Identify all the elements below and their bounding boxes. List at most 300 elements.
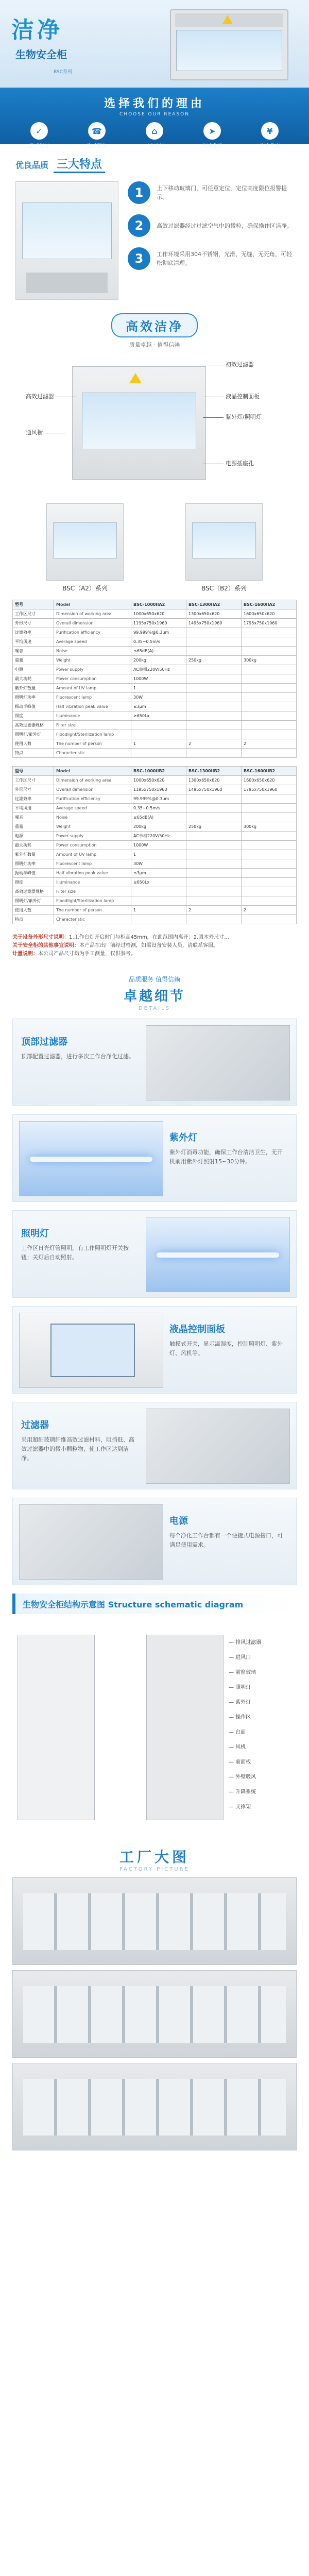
row-label-en: Power consumption	[54, 841, 131, 850]
table-cell: 30W	[131, 859, 186, 869]
table-cell: ≤3μm	[131, 702, 186, 711]
table-row	[13, 804, 297, 813]
table-row	[13, 794, 297, 804]
row-label-en: Dimension of working area	[54, 776, 131, 785]
table-cell	[186, 915, 242, 924]
row-label-zh: 过滤效率	[13, 794, 54, 804]
structure-label: — 台面	[229, 1730, 246, 1735]
details-title: 卓越细节	[123, 989, 185, 1004]
table-cell: 250kg	[186, 822, 242, 832]
table-cell	[186, 674, 242, 684]
table-cell: 1600x650x620	[242, 609, 297, 619]
details-list	[0, 1019, 309, 1585]
table-cell	[242, 647, 297, 656]
table-cell: 1	[131, 739, 186, 749]
row-label-en: Purification efficiency	[54, 794, 131, 804]
reason-label: 售后服务	[87, 144, 107, 149]
table-cell: 1195x750x1960	[131, 785, 186, 794]
row-label-zh: 最大功耗	[13, 674, 54, 684]
factory-icon: ⌂	[146, 122, 163, 140]
reason-item	[189, 122, 235, 149]
table-cell: ≤3μm	[131, 869, 186, 878]
detail-text: 触摸式开关，显示温湿度，控制照明灯、紫外灯、风机等。	[169, 1341, 283, 1357]
feature-item	[128, 181, 294, 204]
hero-title: 洁净	[11, 17, 63, 43]
structure-label: — 排风过滤器	[229, 1640, 262, 1646]
row-label-zh: 高效过滤器规格	[13, 721, 54, 730]
table-cell: 250kg	[186, 656, 242, 665]
table-cell	[186, 721, 242, 730]
callout: 紫外灯/照明灯	[201, 413, 262, 421]
row-label-zh: 型号	[13, 600, 54, 609]
reason-label: 品质保证	[29, 144, 49, 149]
table-cell: 300kg	[242, 822, 297, 832]
structure-label: — 升降系统	[229, 1789, 256, 1795]
detail-text: 采用超细玻璃纤维高效过滤材料，阻挡低、高效过滤器中的微小颗粒物，使工作区达到洁净。	[21, 1436, 134, 1462]
detail-title: 紫外灯	[169, 1132, 197, 1143]
row-label-zh: 过滤效率	[13, 628, 54, 637]
table-row	[13, 878, 297, 887]
detail-text: 顶部配置过滤器，进行多次工作台净化过滤。	[21, 1053, 134, 1060]
table-cell: 2	[186, 739, 242, 749]
cabinet-front-view	[18, 1635, 95, 1820]
table-row	[13, 739, 297, 749]
models-section	[0, 498, 309, 596]
table-cell: BSC-1000IIB2	[131, 767, 186, 776]
row-label-en: Characteristic	[54, 749, 131, 758]
row-label-zh: 特点	[13, 749, 54, 758]
model-card	[46, 503, 124, 592]
row-label-en: Noise	[54, 813, 131, 822]
table-cell	[242, 684, 297, 693]
table-cell	[186, 841, 242, 850]
details-small: 品质服务 值得信赖	[129, 976, 180, 983]
table-cell	[242, 841, 297, 850]
reason-item	[16, 122, 62, 149]
details-en: DETAILS	[138, 1006, 171, 1011]
cabinet-image	[170, 9, 288, 80]
reason-banner	[0, 88, 309, 149]
row-label-en: Model	[54, 767, 131, 776]
table-cell	[186, 693, 242, 702]
reason-title: 选择我们的理由	[104, 97, 205, 110]
structure-label: — 外壁吸风	[229, 1774, 256, 1780]
row-label-zh: 工作区尺寸	[13, 776, 54, 785]
table-cell: 2	[242, 906, 297, 915]
features-heading	[15, 156, 294, 173]
table-row	[13, 749, 297, 758]
model-card	[185, 503, 263, 592]
table-cell: 1	[131, 684, 186, 693]
table-cell	[186, 749, 242, 758]
row-label-zh: 高效过滤器规格	[13, 887, 54, 896]
table-cell	[242, 887, 297, 896]
table-row	[13, 767, 297, 776]
spec-table-1	[0, 596, 309, 762]
detail-photo	[19, 1504, 163, 1580]
spec-table-2	[0, 762, 309, 928]
table-cell	[186, 850, 242, 859]
reason-label: 快速发货	[202, 144, 222, 149]
table-cell: 1000x650x620	[131, 776, 186, 785]
hero-banner	[0, 0, 309, 88]
feature-text: 工作环境采用304不锈钢，光滑、无缝、无死角，可轻松彻底清理。	[157, 251, 292, 266]
row-label-zh: 型号	[13, 767, 54, 776]
table-cell	[131, 896, 186, 906]
row-label-en: Average speed	[54, 804, 131, 813]
detail-photo	[146, 1217, 290, 1292]
reason-label: 厂家直销	[144, 144, 165, 149]
structure-label: — 操作区	[229, 1715, 251, 1720]
table-cell	[242, 674, 297, 684]
table-cell: 1	[131, 906, 186, 915]
table-cell: BSC-1600IIA2	[242, 600, 297, 609]
row-label-zh: 振动半峰值	[13, 702, 54, 711]
table-cell	[242, 628, 297, 637]
reason-icons	[10, 122, 299, 149]
row-label-en: Amount of UV lamp	[54, 684, 131, 693]
factory-header	[0, 1836, 309, 1877]
table-cell: 1000W	[131, 841, 186, 850]
table-cell: BSC-1000IIA2	[131, 600, 186, 609]
detail-photo	[146, 1025, 290, 1100]
table-cell	[242, 749, 297, 758]
row-label-zh: 外形尺寸	[13, 785, 54, 794]
row-label-zh: 噪音	[13, 813, 54, 822]
table-cell	[186, 859, 242, 869]
table-row	[13, 841, 297, 850]
table-cell: 1195x750x1960	[131, 619, 186, 628]
row-label-en: Power supply	[54, 665, 131, 674]
table-row	[13, 822, 297, 832]
feature-item	[128, 247, 294, 270]
table-cell	[186, 813, 242, 822]
table-row	[13, 813, 297, 822]
table-row	[13, 850, 297, 859]
row-label-zh: 使用人数	[13, 906, 54, 915]
detail-title: 过滤器	[21, 1420, 49, 1431]
table-cell: ≥650Lx	[131, 711, 186, 721]
callout: 电源插座孔	[201, 459, 254, 467]
factory-photo	[12, 1877, 297, 1965]
table-cell	[242, 693, 297, 702]
table-cell: 1495x750x1960	[186, 619, 242, 628]
notes: 关于设备外形尺寸说明：1.工作台灯开启时门与柜高45mm，在此范围内离开；2.圆木外尺寸... 关于安全柜的其他事宜说明：本产品在出厂前经过检测，如需设备安装人员，请联系客服。 计量说明：本公司产品尺寸均为手工测量，仅供参考。	[12, 935, 229, 957]
table-row	[13, 628, 297, 637]
service-icon: ☎	[88, 122, 106, 140]
row-label-en: Noise	[54, 647, 131, 656]
factory-en: FACTORY PICTURE	[119, 1867, 190, 1872]
table-row	[13, 915, 297, 924]
table-cell: 2	[242, 739, 297, 749]
row-label-zh: 平均风速	[13, 804, 54, 813]
row-label-en: Weight	[54, 822, 131, 832]
callout: 高效过滤器	[26, 392, 79, 400]
detail-card	[12, 1019, 297, 1106]
table-cell	[186, 665, 242, 674]
table-cell	[186, 878, 242, 887]
feature-number: 3	[128, 247, 150, 270]
row-label-en: Power supply	[54, 832, 131, 841]
row-label-en: The number of person	[54, 739, 131, 749]
reason-en: CHOOSE OUR REASON	[119, 112, 190, 117]
detail-title: 照明灯	[21, 1228, 49, 1239]
table-cell: 1000W	[131, 674, 186, 684]
row-label-zh: 重量	[13, 656, 54, 665]
row-label-en: Half vibration peak value	[54, 869, 131, 878]
quality-icon: ✓	[30, 122, 48, 140]
factory-photos	[0, 1877, 309, 2171]
row-label-en: Overall dimension	[54, 785, 131, 794]
row-label-en: Illuminance	[54, 878, 131, 887]
table-cell	[186, 896, 242, 906]
table-cell: BSC-1300IIA2	[186, 600, 242, 609]
row-label-zh: 平均风速	[13, 637, 54, 647]
table-cell: ≤65dB(A)	[131, 813, 186, 822]
row-label-zh: 照明灯/紫外灯	[13, 730, 54, 739]
table-row	[13, 637, 297, 647]
table-row	[13, 609, 297, 619]
feature-text: 上下移动玻璃门，可任意定位，定位高度限位报警提示。	[157, 185, 287, 200]
factory-title: 工厂大图	[119, 1849, 190, 1866]
callout: 初效过滤器	[201, 360, 254, 368]
row-label-zh: 使用人数	[13, 739, 54, 749]
features-heading-a: 优良品质	[15, 160, 49, 170]
table-row	[13, 832, 297, 841]
table-cell	[242, 869, 297, 878]
detail-card	[12, 1306, 297, 1394]
efficient-title: 高效洁净	[111, 313, 198, 337]
row-label-en: Amount of UV lamp	[54, 850, 131, 859]
table-cell	[242, 730, 297, 739]
row-label-zh: 照明灯功率	[13, 859, 54, 869]
table-row	[13, 600, 297, 609]
row-label-en: Dimension of working area	[54, 609, 131, 619]
row-label-zh: 噪音	[13, 647, 54, 656]
biohazard-icon	[129, 373, 142, 383]
reason-item	[74, 122, 120, 149]
table-cell	[186, 832, 242, 841]
table-cell	[242, 878, 297, 887]
efficient-section	[0, 305, 309, 498]
row-label-zh: 电源	[13, 665, 54, 674]
table-cell: 1795x750x1960	[242, 785, 297, 794]
table-row	[13, 730, 297, 739]
structure-label: — 照明灯	[229, 1685, 251, 1690]
feature-number: 2	[128, 214, 150, 237]
structure-label: — 前窗玻璃	[229, 1670, 256, 1675]
table-cell	[242, 859, 297, 869]
table-cell: ≤65dB(A)	[131, 647, 186, 656]
feature-number: 1	[128, 181, 150, 204]
table-cell	[131, 721, 186, 730]
table-row	[13, 674, 297, 684]
table-row	[13, 896, 297, 906]
table-cell: AC单相220V/50Hz	[131, 832, 186, 841]
table-cell	[186, 702, 242, 711]
table-cell	[242, 711, 297, 721]
table-cell	[242, 665, 297, 674]
details-header	[0, 963, 309, 1019]
table-row	[13, 656, 297, 665]
row-label-zh: 照明灯功率	[13, 693, 54, 702]
model-caption: BSC（B2）系列	[201, 585, 247, 592]
table-cell: ≥650Lx	[131, 878, 186, 887]
table-cell	[242, 637, 297, 647]
table-cell	[131, 749, 186, 758]
table-row	[13, 906, 297, 915]
reason-item	[247, 122, 293, 149]
row-label-zh: 重量	[13, 822, 54, 832]
row-label-en: The number of person	[54, 906, 131, 915]
table-cell: 0.35~0.5m/s	[131, 637, 186, 647]
table-row	[13, 684, 297, 693]
table-row	[13, 702, 297, 711]
reason-label: 价格优惠	[260, 144, 280, 149]
model-caption: BSC（A2）系列	[62, 585, 108, 592]
structure-title: 生物安全柜结构示意图 Structure schematic diagram	[12, 1594, 297, 1614]
features-section	[0, 144, 309, 305]
row-label-en: Purification efficiency	[54, 628, 131, 637]
table-cell: 200kg	[131, 656, 186, 665]
table-cell	[186, 869, 242, 878]
table-cell	[186, 887, 242, 896]
table-cell: 99.999%@0.3μm	[131, 628, 186, 637]
table-row	[13, 869, 297, 878]
detail-card	[12, 1498, 297, 1585]
row-label-en: Illuminance	[54, 711, 131, 721]
callout: 液晶控制面板	[201, 392, 260, 400]
row-label-en: Characteristic	[54, 915, 131, 924]
table-row	[13, 619, 297, 628]
table-cell: 99.999%@0.3μm	[131, 794, 186, 804]
table-cell: 1000x650x620	[131, 609, 186, 619]
row-label-en: Overall dimension	[54, 619, 131, 628]
row-label-zh: 照度	[13, 878, 54, 887]
table-cell	[186, 647, 242, 656]
row-label-zh: 照度	[13, 711, 54, 721]
table-cell	[242, 702, 297, 711]
table-row	[13, 785, 297, 794]
table-cell	[186, 730, 242, 739]
table-row	[13, 647, 297, 656]
factory-photo	[12, 2063, 297, 2150]
detail-photo	[146, 1409, 290, 1484]
delivery-icon: ➤	[203, 122, 221, 140]
detail-title: 液晶控制面板	[169, 1324, 225, 1335]
table-row	[13, 711, 297, 721]
detail-text: 每个净化工作台都有一个便捷式电源接口，可满足使用需求。	[169, 1532, 283, 1548]
structure-label: — 进风口	[229, 1655, 251, 1660]
table-cell	[131, 887, 186, 896]
table-cell	[186, 637, 242, 647]
table-row	[13, 693, 297, 702]
table-row	[13, 776, 297, 785]
detail-text: 紫外灯消毒功能，确保工作台清洁卫生，无开机前用紫外灯照射15~30分钟。	[169, 1149, 283, 1165]
table-cell: 1495x750x1960	[186, 785, 242, 794]
table-cell	[242, 832, 297, 841]
row-label-en: Floodlight/Sterilization lamp	[54, 730, 131, 739]
structure-label: — 风机	[229, 1744, 246, 1750]
row-label-zh: 紫外灯数量	[13, 850, 54, 859]
table-cell	[242, 794, 297, 804]
detail-title: 顶部过滤器	[21, 1037, 67, 1047]
row-label-zh: 工作区尺寸	[13, 609, 54, 619]
feature-image	[15, 181, 118, 300]
hero-small: BSC系列	[54, 70, 73, 75]
table-cell	[242, 721, 297, 730]
detail-card	[12, 1402, 297, 1489]
table-cell: 1	[131, 850, 186, 859]
table-row	[13, 887, 297, 896]
detail-card	[12, 1114, 297, 1202]
feature-text: 高效过滤器经过过滤空气中的微粒，确保操作区洁净。	[157, 222, 293, 229]
table-row	[13, 721, 297, 730]
cabinet-diagram	[15, 356, 294, 490]
table-cell: 2	[186, 906, 242, 915]
table-cell: BSC-1600IIB2	[242, 767, 297, 776]
row-label-en: Half vibration peak value	[54, 702, 131, 711]
feature-item	[128, 214, 294, 237]
row-label-en: Filter size	[54, 887, 131, 896]
detail-title: 电源	[169, 1516, 188, 1527]
table-cell: 1300x650x620	[186, 776, 242, 785]
structure-label: — 支撑架	[229, 1804, 251, 1810]
table-cell	[131, 730, 186, 739]
table-cell	[186, 794, 242, 804]
structure-diagram	[12, 1619, 297, 1831]
table-row	[13, 859, 297, 869]
row-label-en: Fluorescent lamp	[54, 859, 131, 869]
row-label-zh: 振动半峰值	[13, 869, 54, 878]
row-label-en: Weight	[54, 656, 131, 665]
detail-card	[12, 1210, 297, 1298]
table-cell	[242, 850, 297, 859]
feature-list	[118, 181, 294, 300]
table-cell	[186, 628, 242, 637]
table-row	[13, 665, 297, 674]
price-icon: ¥	[261, 122, 279, 140]
structure-label: — 紫外灯	[229, 1700, 251, 1705]
row-label-en: Fluorescent lamp	[54, 693, 131, 702]
row-label-en: Model	[54, 600, 131, 609]
efficient-subtitle: 质量卓越 · 值得信赖	[129, 342, 180, 348]
row-label-zh: 照明灯/紫外灯	[13, 896, 54, 906]
table-cell	[186, 684, 242, 693]
row-label-en: Floodlight/Sterilization lamp	[54, 896, 131, 906]
detail-photo	[19, 1313, 163, 1388]
table-cell	[186, 804, 242, 813]
table-cell	[242, 813, 297, 822]
row-label-en: Average speed	[54, 637, 131, 647]
table-cell: AC单相220V/50Hz	[131, 665, 186, 674]
cabinet-side-view	[146, 1635, 224, 1820]
callout: 通风橱	[26, 428, 67, 436]
table-cell	[242, 896, 297, 906]
table-cell	[242, 915, 297, 924]
row-label-en: Filter size	[54, 721, 131, 730]
table-cell: 1300x650x620	[186, 609, 242, 619]
detail-photo	[19, 1121, 163, 1196]
factory-photo	[12, 1970, 297, 2058]
table-cell: 300kg	[242, 656, 297, 665]
row-label-zh: 外形尺寸	[13, 619, 54, 628]
table-cell	[242, 804, 297, 813]
row-label-zh: 特点	[13, 915, 54, 924]
table-cell: 1600x650x620	[242, 776, 297, 785]
table-cell: 200kg	[131, 822, 186, 832]
table-cell	[131, 915, 186, 924]
